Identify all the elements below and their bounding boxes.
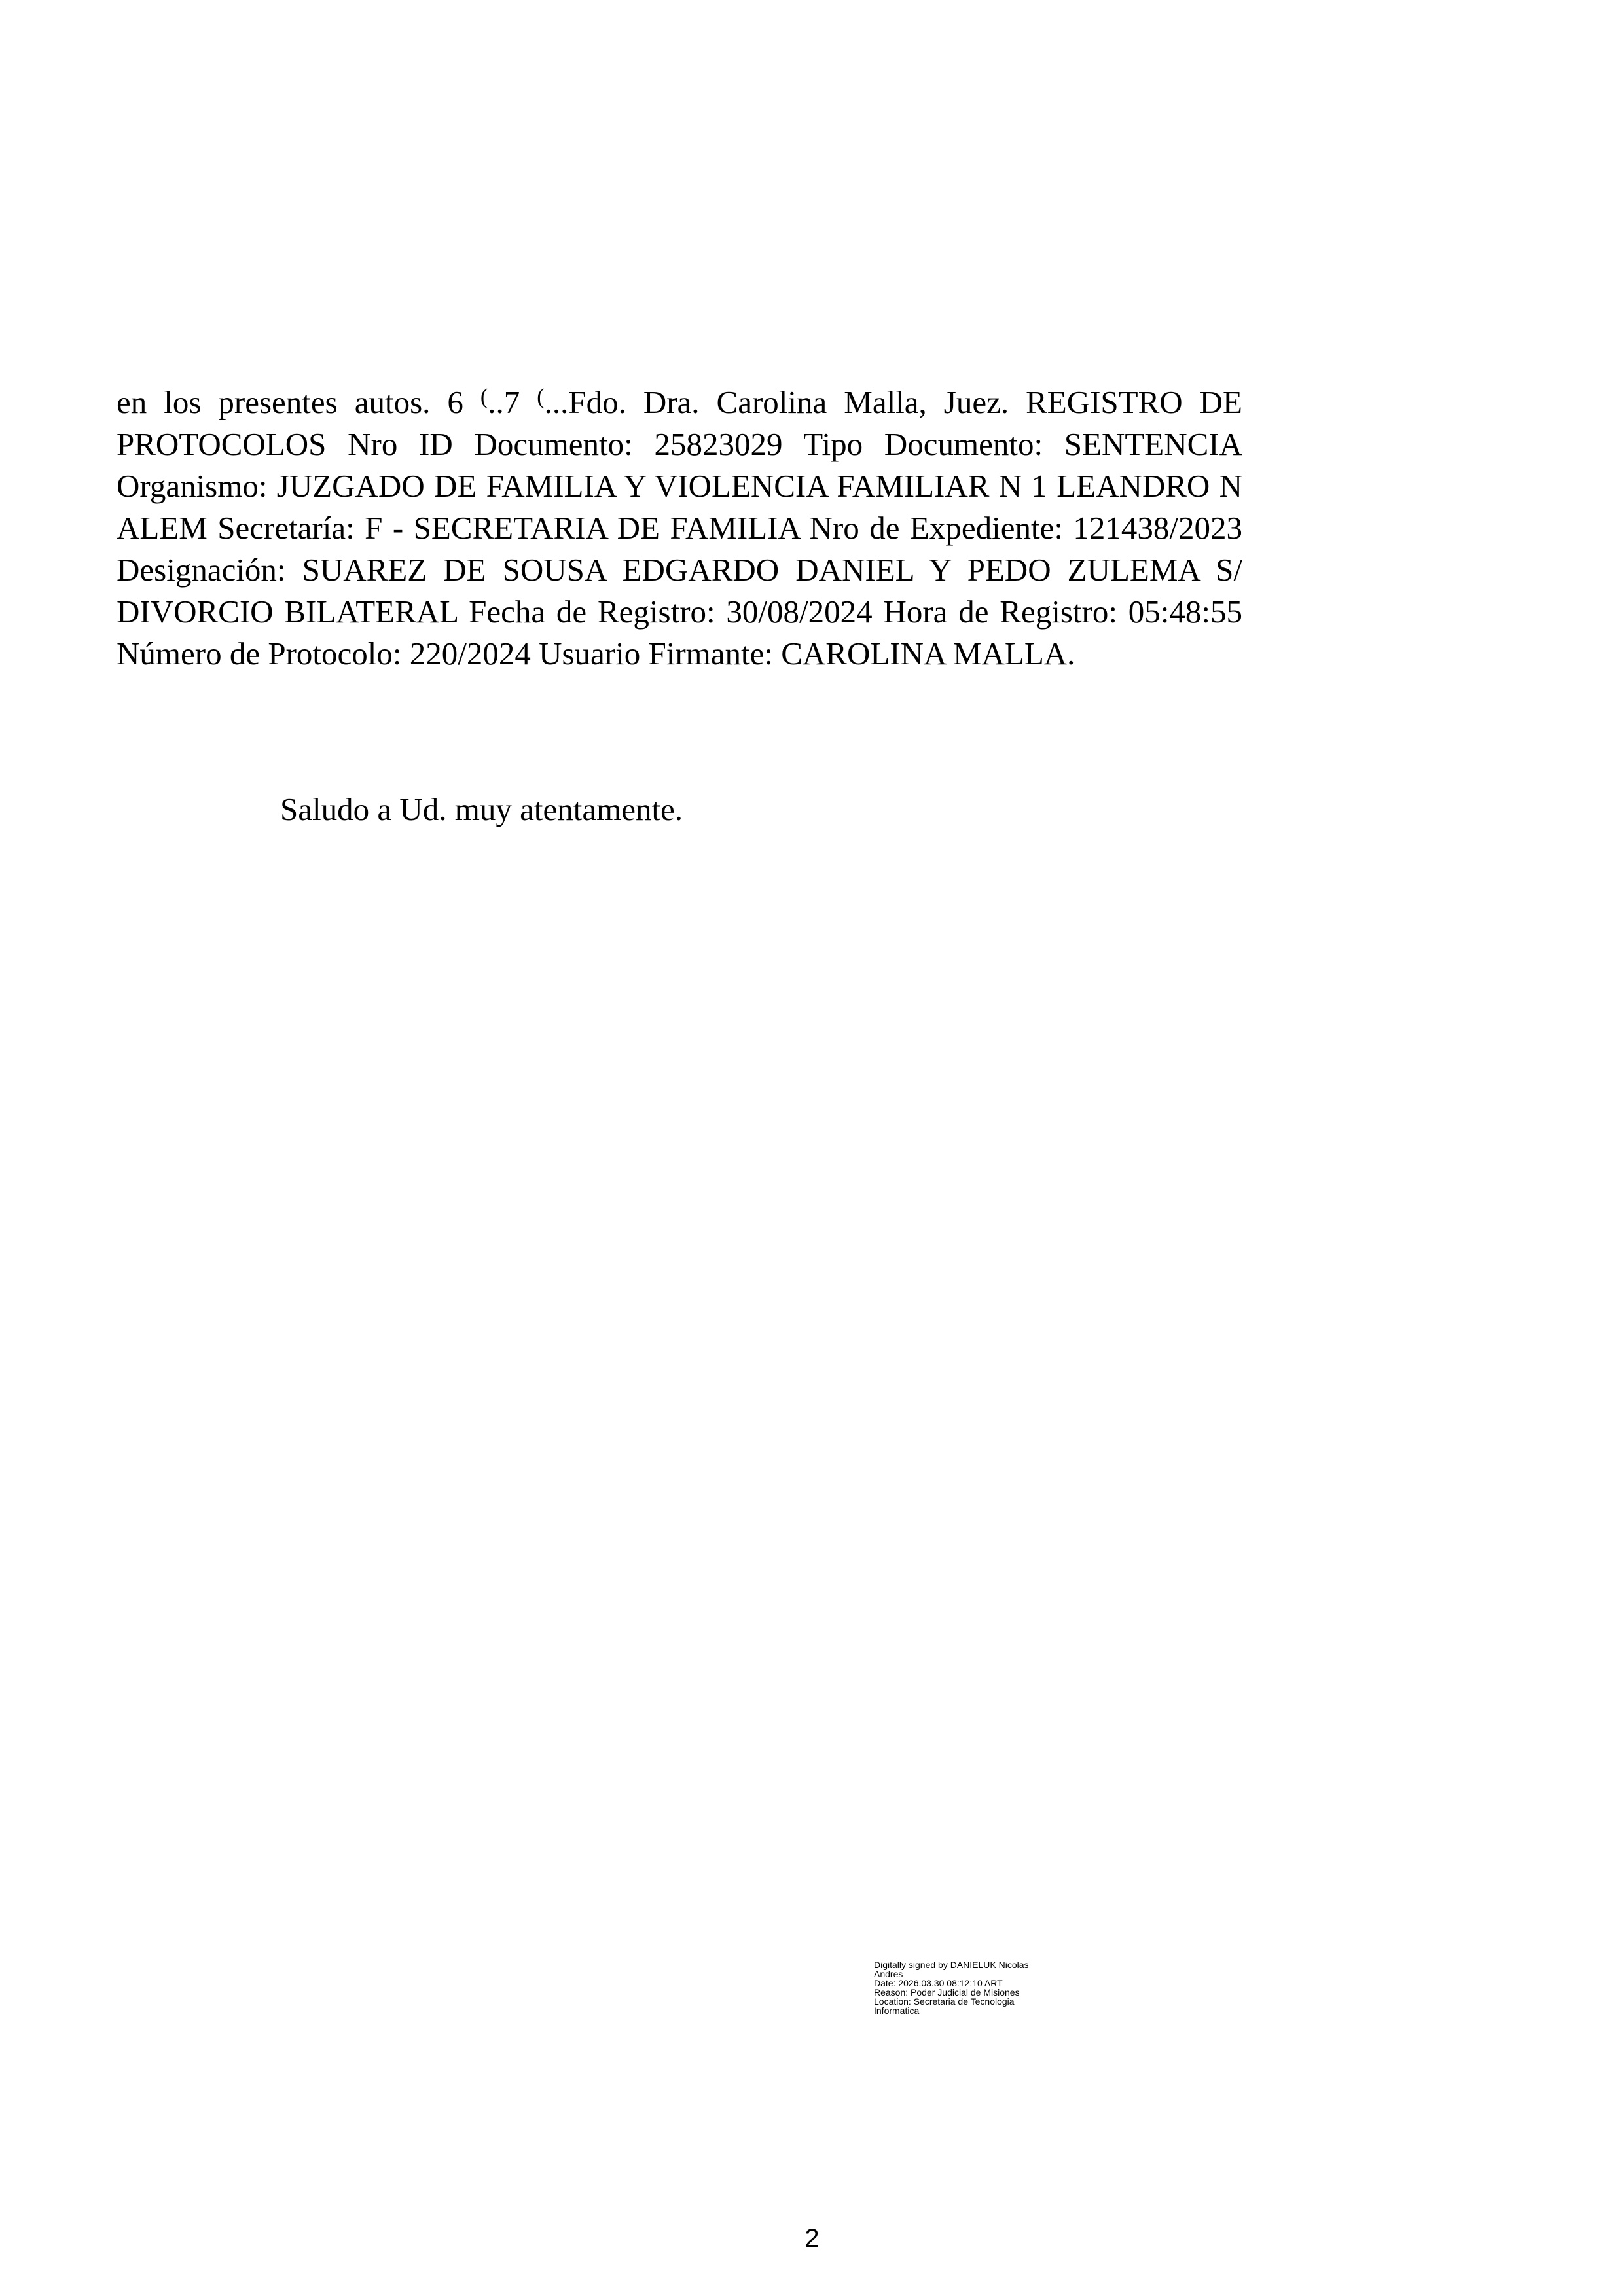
body-rest: ...Fdo. Dra. Carolina Malla, Juez. REGISTRO DE PROTOCOLOS Nro ID Documento: 25823029 Tipo Documento: SENTENCIA Organismo: JUZGADO DE FAMILIA Y VIOLENCIA FAMILIAR N 1 LEANDRO N ALEM Secretaría: F - SECRETARIA DE FAMILIA Nro de Expediente: 121438/2023 Designación: SUAREZ DE SOUSA EDGARDO DANIEL Y PEDO ZULEMA S/ DIVORCIO BILATERAL Fecha de Registro: 30/08/2024 Hora de Registro: 05:48:55 Número de Protocolo: 220/2024 Usuario Firmante: CAROLINA MALLA. [117, 384, 1242, 672]
signature-line-location: Location: Secretaria de Tecnologia [874, 1996, 1015, 2007]
closing-salutation: Saludo a Ud. muy atentamente. [280, 791, 683, 827]
page-number: 2 [804, 2224, 820, 2253]
digital-signature-block [874, 1960, 1110, 2015]
body-paragraph [117, 376, 1242, 675]
body-mark-1: ( [480, 385, 488, 409]
body-lead: en los presentes autos. 6 [117, 384, 480, 420]
signature-line-reason: Reason: Poder Judicial de Misiones [874, 1987, 1020, 1998]
signature-line-signed-by: Digitally signed by DANIELUK Nicolas [874, 1960, 1029, 1970]
signature-line-location-cont: Informatica [874, 2005, 920, 2016]
body-mid: ..7 [488, 384, 537, 420]
signature-line-signer-name: Andres [874, 1969, 903, 1979]
body-mark-2: ( [537, 385, 545, 409]
signature-line-date: Date: 2026.03.30 08:12:10 ART [874, 1978, 1003, 1988]
